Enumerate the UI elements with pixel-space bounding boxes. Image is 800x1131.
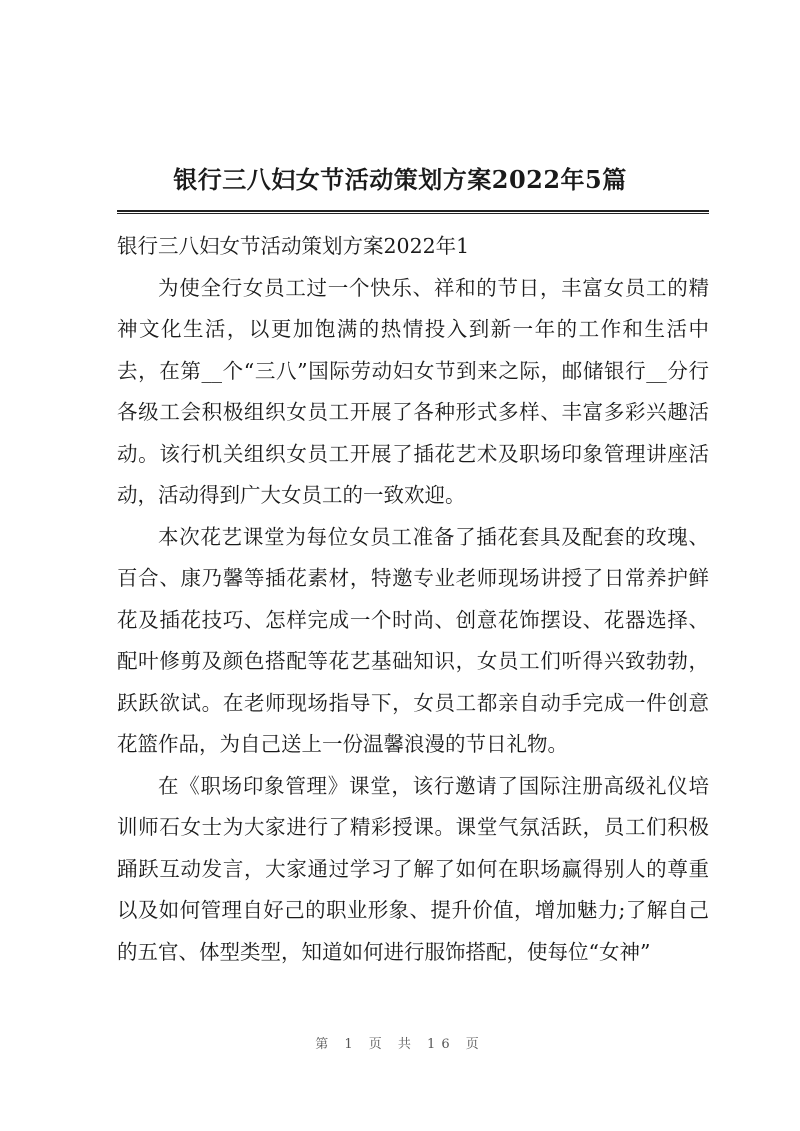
document-title: 银行三八妇女节活动策划方案2022年5篇 [173, 165, 627, 194]
paragraph-1: 为使全行女员工过一个快乐、祥和的节日，丰富女员工的精神文化生活，以更加饱满的热情投入到新一年的工作和生活中去，在第__个“三八”国际劳动妇女节到来之际，邮储银行__分行各级工会积极组织女员工开展了各种形式多样、丰富多彩兴趣活动。该行机关组织女员工开展了插花艺术及职场印象管理讲座活动，活动得到广大女员工的一致欢迎。 [117, 275, 709, 507]
page-number-footer: 第 1 页 共 16 页 [315, 1037, 485, 1052]
paragraph-3: 在《职场印象管理》课堂，该行邀请了国际注册高级礼仪培训师石女士为大家进行了精彩授课。课堂气氛活跃，员工们积极踊跃互动发言，大家通过学习了解了如何在职场赢得别人的尊重以及如何管理自好己的职业形象、提升价值，增加魅力;了解自己的五官、体型类型，知道如何进行服饰搭配，使每位“女神” [117, 773, 709, 964]
paragraph-2: 本次花艺课堂为每位女员工准备了插花套具及配套的玫瑰、百合、康乃馨等插花素材，特邀专业老师现场讲授了日常养护鲜花及插花技巧、怎样完成一个时尚、创意花饰摆设、花器选择、配叶修剪及颜色搭配等花艺基础知识，女员工们听得兴致勃勃，跃跃欲试。在老师现场指导下，女员工都亲自动手完成一件创意花篮作品，为自己送上一份温馨浪漫的节日礼物。 [117, 524, 709, 756]
title-divider [117, 210, 709, 214]
document-body [117, 226, 709, 973]
section-heading: 银行三八妇女节活动策划方案2022年1 [117, 234, 470, 258]
